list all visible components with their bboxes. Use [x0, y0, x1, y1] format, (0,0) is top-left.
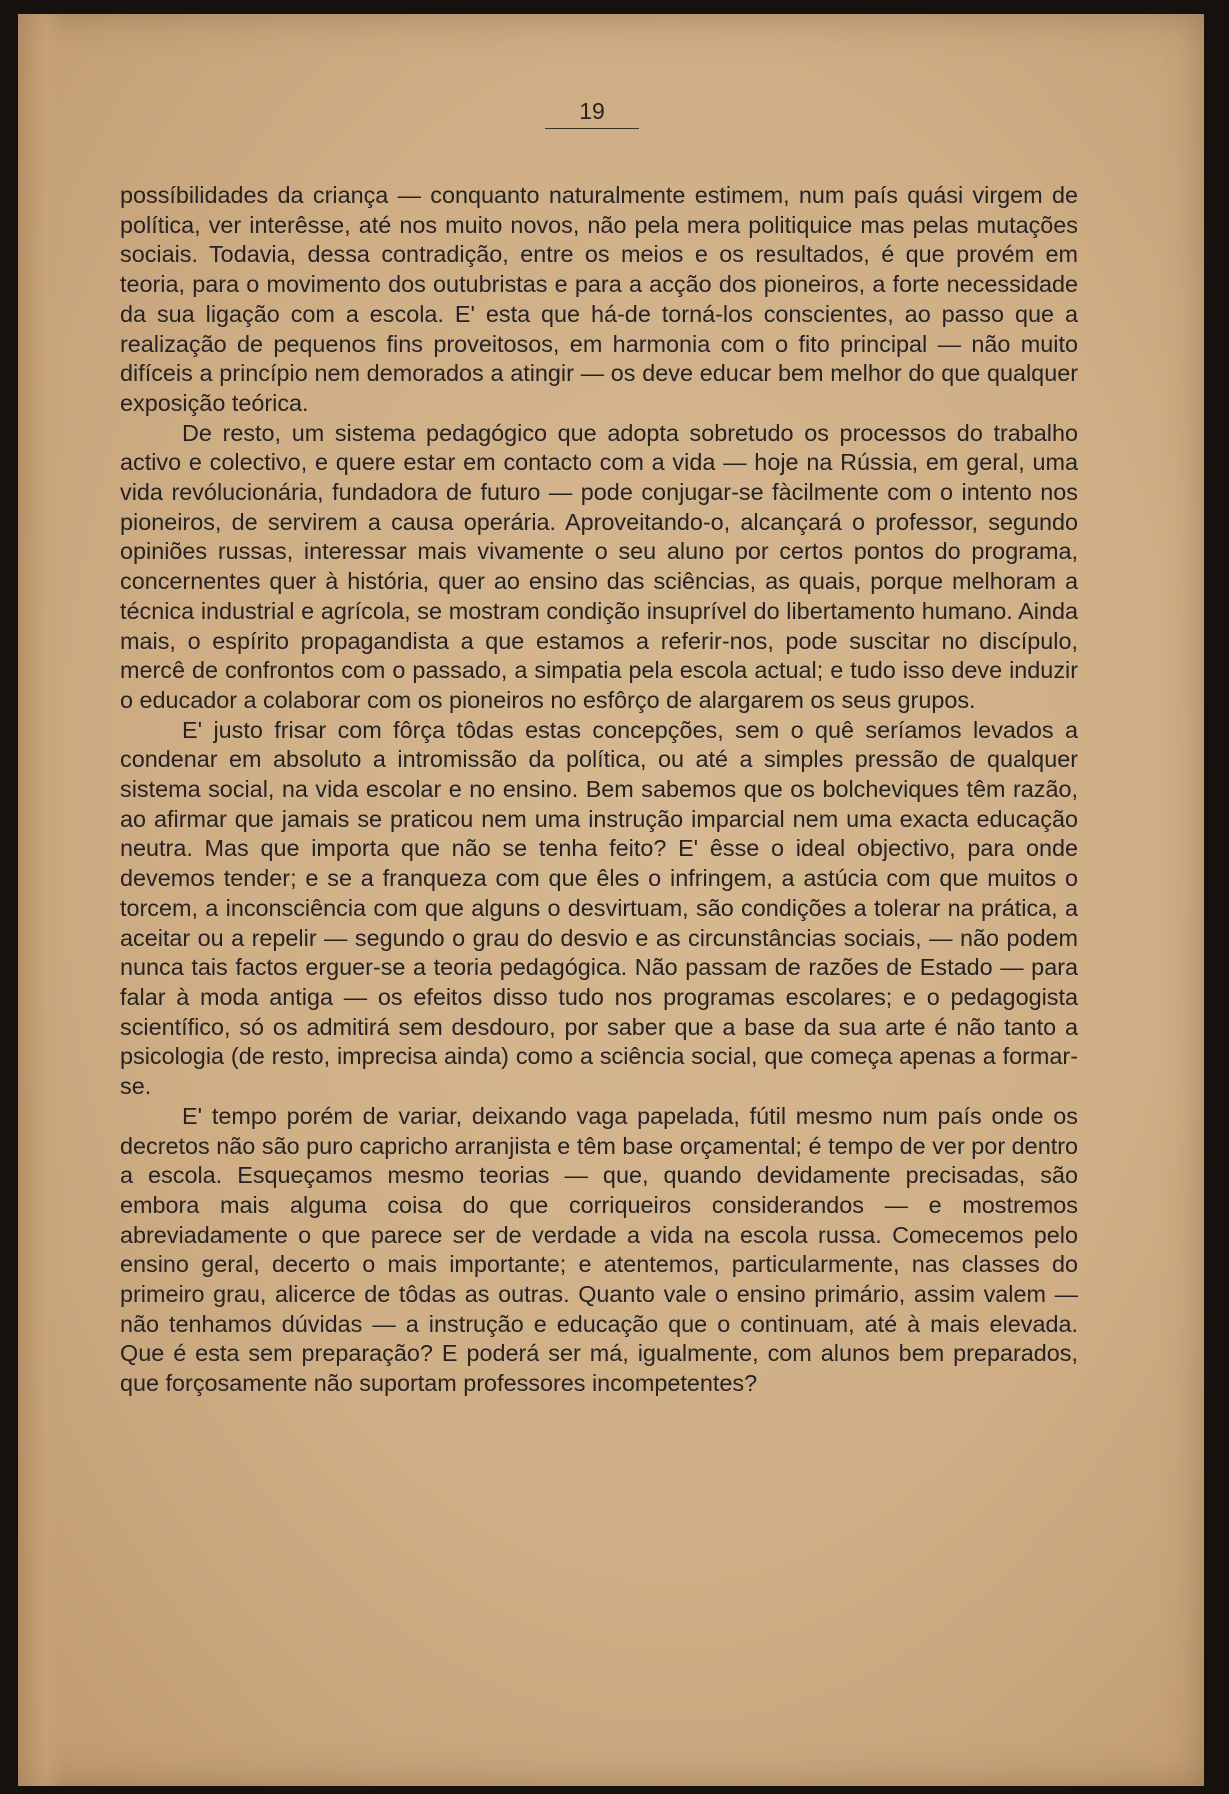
page-number: 19 — [545, 98, 639, 129]
paragraph-2: De resto, um sistema pedagógico que adopta sobretudo os processos do trabalho activo e colectivo, e quere estar em contacto com a vida — hoje na Rússia, em geral, uma vida revólucionária, fundadora de futuro — pode conjugar-se fàcilmente com o intento nos pioneiros, de servirem a causa operária. Aproveitando-o, alcançará o professor, segundo opiniões russas, interessar mais vivamente o seu aluno por certos pontos do programa, concernentes quer à história, quer ao ensino das sciências, as quais, porque melhoram a técnica industrial e agrícola, se mostram condição insuprível do libertamento humano. Ainda mais, o espírito propagandista a que estamos a referir-nos, pode suscitar no discípulo, mercê de confrontos com o passado, a simpatia pela escola actual; e tudo isso deve induzir o educador a colaborar com os pioneiros no esfôrço de alargarem os seus grupos. — [120, 419, 1078, 713]
body-text — [120, 181, 1078, 1399]
paragraph-4: E' tempo porém de variar, deixando vaga papelada, fútil mesmo num país onde os decretos não são puro capricho arranjista e têm base orçamental; é tempo de ver por dentro a escola. Esqueçamos mesmo teorias — que, quando devidamente precisadas, são embora mais alguma coisa do que corriqueiros considerandos — e mostremos abreviadamente o que parece ser de verdade a vida na escola russa. Comecemos pelo ensino geral, decerto o mais importante; e atentemos, particularmente, nas classes do primeiro grau, alicerce de tôdas as outras. Quanto vale o ensino primário, assim valem — não tenhamos dúvidas — a instrução e educação que o continuam, até à mais elevada. Que é esta sem preparação? E poderá ser má, igualmente, com alunos bem preparados, que forçosamente não suportam professores incompetentes? — [120, 1102, 1078, 1397]
paragraph-1: possíbilidades da criança — conquanto naturalmente estimem, num país quási virgem de política, ver interêsse, até nos muito novos, não pela mera politiquice mas pelas mutações sociais. Todavia, dessa contradição, entre os meios e os resultados, é que provém em teoria, para o movimento dos outubristas e para a acção dos pioneiros, a forte necessidade da sua ligação com a escola. E' esta que há-de torná-los conscientes, ao passo que a realização de pequenos fins proveitosos, em harmonia com o fito principal — não muito difíceis a princípio nem demorados a atingir — os deve educar bem melhor do que qualquer exposição teórica. — [120, 182, 1078, 416]
page-binding-shadow — [18, 14, 64, 1786]
paragraph-3: E' justo frisar com fôrça tôdas estas concepções, sem o quê seríamos levados a condenar em absoluto a intromissão da política, ou até a simples pressão de qualquer sistema social, na vida escolar e no ensino. Bem sabemos que os bolcheviques têm razão, ao afirmar que jamais se praticou nem uma instrução imparcial nem uma exacta educação neutra. Mas que importa que não se tenha feito? E' êsse o ideal objectivo, para onde devemos tender; e se a franqueza com que êles o infringem, a astúcia com que muitos o torcem, a inconsciência com que alguns o desvirtuam, são condições a tolerar na prática, a aceitar ou a repelir — segundo o grau do desvio e as circunstâncias sociais, — não podem nunca tais factos erguer-se a teoria pedagógica. Não passam de razões de Estado — para falar à moda antiga — os efeitos disso tudo nos programas escolares; e o pedagogista scientífico, só os admitirá sem desdouro, por saber que a base da sua arte é não tanto a psicologia (de resto, imprecisa ainda) como a sciência social, que começa apenas a formar-se. — [120, 716, 1078, 1100]
